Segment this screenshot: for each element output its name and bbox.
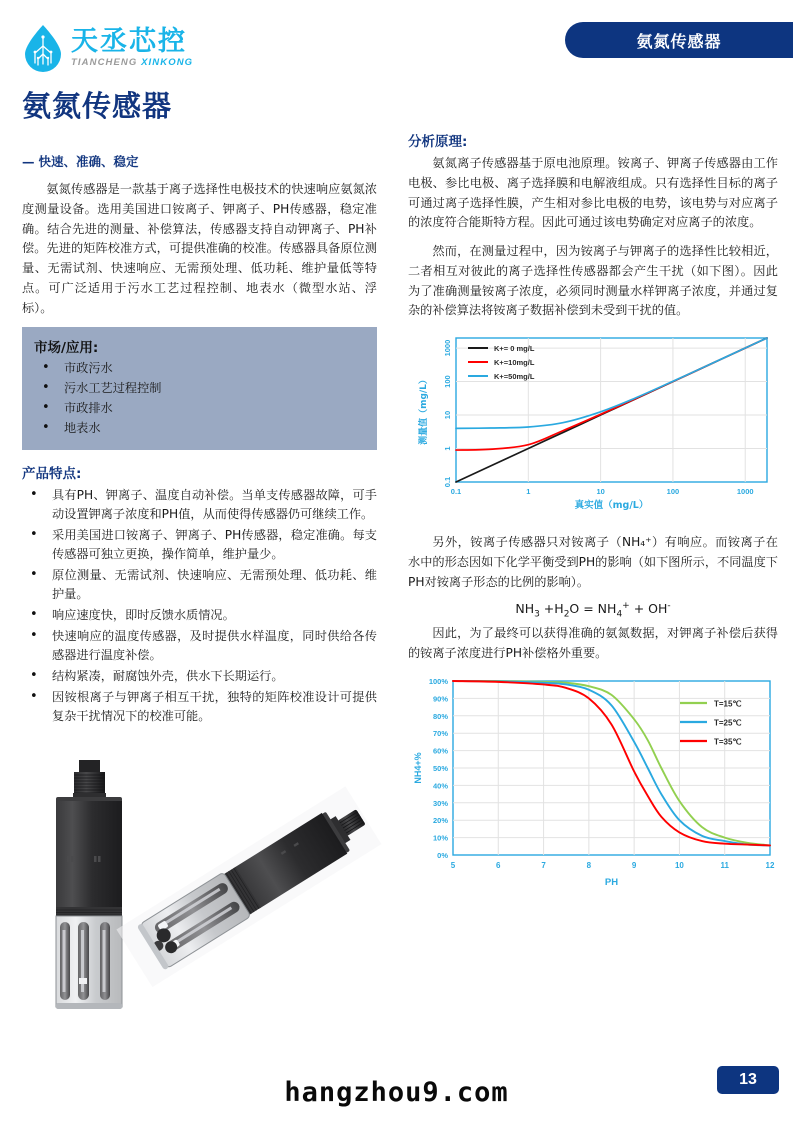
list-item: • 具有PH、钾离子、温度自动补偿。当单支传感器故障，可手动设置钾离子浓度和PH值，从而使得传感器仍可继续工作。	[22, 486, 377, 524]
svg-text:0.1: 0.1	[450, 487, 462, 497]
list-item: • 采用美国进口铵离子、钾离子、PH传感器，稳定准确。每支传感器可独立更换，操作简单，维护量少。	[22, 526, 377, 564]
svg-text:T=15℃: T=15℃	[714, 699, 742, 709]
svg-text:20%: 20%	[432, 815, 448, 825]
principle-heading: 分析原理:	[408, 134, 468, 150]
svg-text:1000: 1000	[443, 339, 452, 357]
product-images	[22, 760, 382, 1070]
list-item: • 原位测量、无需试剂、快速响应、无需预处理、低功耗、维护量。	[22, 566, 377, 604]
svg-text:60%: 60%	[432, 746, 448, 756]
svg-text:0.1: 0.1	[443, 476, 452, 488]
svg-text:测量值（mg/L）: 测量值（mg/L）	[419, 375, 429, 446]
svg-text:8: 8	[586, 860, 592, 870]
svg-text:10%: 10%	[432, 833, 448, 843]
svg-text:6: 6	[496, 860, 501, 870]
tagline-dash: —	[22, 154, 35, 169]
mid-paragraph-1: 另外，铵离子传感器只对铵离子（NH₄⁺）有响应。而铵离子在水中的形态因如下化学平衡受到PH的影响（如下图所示，不同温度下PH对铵离子形态的比例的影响）。	[408, 535, 778, 589]
list-item: • 响应速度快，即时反馈水质情况。	[22, 606, 377, 625]
list-item: • 市政污水	[34, 359, 365, 378]
svg-text:80%: 80%	[432, 711, 448, 721]
principle-paragraph-2: 然而，在测量过程中，因为铵离子与钾离子的选择性比较相近，二者相互对彼此的离子选择性传感器都会产生干扰（如下图）。因此为了准确测量铵离子浓度，必须同时测量水样钾离子浓度，并通过复杂的补偿算法将铵离子数据补偿到未受到干扰的值。	[408, 244, 778, 318]
svg-text:100: 100	[443, 375, 452, 388]
page-number-badge	[717, 1066, 779, 1094]
intro-paragraph: 氨氮传感器是一款基于离子选择性电极技术的快速响应氨氮浓度测量设备。选用美国进口铵离子、钾离子、PH传感器，稳定准确。结合先进的测量、补偿算法，传感器支持自动钾离子、PH补偿。先进的矩阵校准方式，可提供准确的校准。传感器具备原位测量、无需试剂、快速响应、无需预处理、低功耗、维护量低等特点。可广泛适用于污水工艺过程控制、地表水（微型水站、浮标）。	[22, 182, 377, 315]
svg-text:0%: 0%	[437, 850, 448, 860]
svg-text:90%: 90%	[432, 694, 448, 704]
features-heading: 产品特点:	[22, 465, 82, 482]
list-item: • 地表水	[34, 419, 365, 438]
list-item: • 污水工艺过程控制	[34, 379, 365, 398]
list-item: • 快速响应的温度传感器，及时提供水样温度，同时供给各传感器进行温度补偿。	[22, 627, 377, 665]
svg-text:10: 10	[674, 860, 684, 870]
svg-text:PH: PH	[604, 876, 619, 888]
features-list	[22, 486, 377, 726]
svg-text:1000: 1000	[736, 487, 754, 497]
market-list	[34, 359, 365, 438]
chart-interference	[414, 330, 774, 525]
tagline-text: 快速、准确、稳定	[38, 154, 139, 169]
svg-text:9: 9	[631, 860, 637, 870]
svg-text:50%: 50%	[432, 763, 448, 773]
tagline	[22, 152, 377, 170]
svg-text:70%: 70%	[432, 728, 448, 738]
page-number: 13	[739, 1071, 757, 1088]
chart-ph-speciation	[408, 673, 778, 898]
list-item: • 市政排水	[34, 399, 365, 418]
svg-text:5: 5	[450, 860, 456, 870]
mid-paragraph-2: 因此，为了最终可以获得准确的氨氮数据，对钾离子补偿后获得的铵离子浓度进行PH补偿格外重要。	[408, 626, 778, 660]
logo-chinese-name: 天丞芯控	[71, 26, 187, 58]
svg-text:7: 7	[541, 860, 546, 870]
brand-logo	[22, 24, 193, 72]
product-features-section	[22, 462, 377, 726]
market-heading: 市场/应用:	[34, 340, 99, 357]
svg-text:10: 10	[443, 410, 452, 420]
svg-text:T=25℃: T=25℃	[714, 718, 742, 728]
principle-paragraph-1: 氨氮离子传感器基于原电池原理。铵离子、钾离子传感器由工作电极、参比电极、离子选择膜和电解液组成。只有选择性目标的离子可通过离子选择性膜，产生相对参比电极的电势，该电势与对应离子的浓度符合能斯特方程。因此可通过该电势确定对应离子的浓度。	[408, 156, 778, 230]
logo-en-xinkong: XINKONG	[141, 57, 194, 69]
svg-text:11: 11	[720, 860, 729, 870]
svg-text:10: 10	[596, 487, 605, 497]
svg-text:K+= 0 mg/L: K+= 0 mg/L	[494, 344, 535, 354]
svg-text:100%: 100%	[428, 676, 448, 686]
right-column	[408, 130, 778, 906]
svg-text:K+=50mg/L: K+=50mg/L	[494, 372, 535, 382]
header-banner	[565, 22, 793, 58]
svg-text:40%: 40%	[432, 781, 448, 791]
header-banner-title: 氨氮传感器	[636, 31, 722, 51]
svg-text:1: 1	[526, 487, 531, 497]
svg-text:真实值（mg/L）: 真实值（mg/L）	[574, 500, 649, 512]
site-watermark: hangzhou9.com	[284, 1077, 509, 1108]
svg-text:K+=10mg/L: K+=10mg/L	[494, 358, 535, 368]
svg-text:1: 1	[443, 446, 452, 451]
list-item: • 因铵根离子与钾离子相互干扰，独特的矩阵校准设计可提供复杂干扰情况下的校准可能。	[22, 688, 377, 726]
sensor-image-angled	[116, 786, 381, 987]
list-item: • 结构紧凑，耐腐蚀外壳，供水下长期运行。	[22, 667, 377, 686]
svg-text:30%: 30%	[432, 798, 448, 808]
chemical-formula: $NH_3 +H_2O = NH_4^+ + OH^-$	[515, 601, 671, 621]
logo-en-tiancheng: TIANCHENG	[71, 57, 138, 69]
market-application-box	[22, 327, 377, 450]
sensor-image-vertical	[56, 760, 122, 1009]
svg-text:NH4+%: NH4+%	[413, 751, 423, 784]
svg-text:T=35℃: T=35℃	[714, 737, 742, 747]
svg-text:100: 100	[666, 487, 680, 497]
water-droplet-icon	[22, 24, 64, 72]
svg-text:12: 12	[765, 860, 775, 870]
left-column	[22, 152, 377, 728]
page-title: 氨氮传感器	[22, 89, 173, 123]
